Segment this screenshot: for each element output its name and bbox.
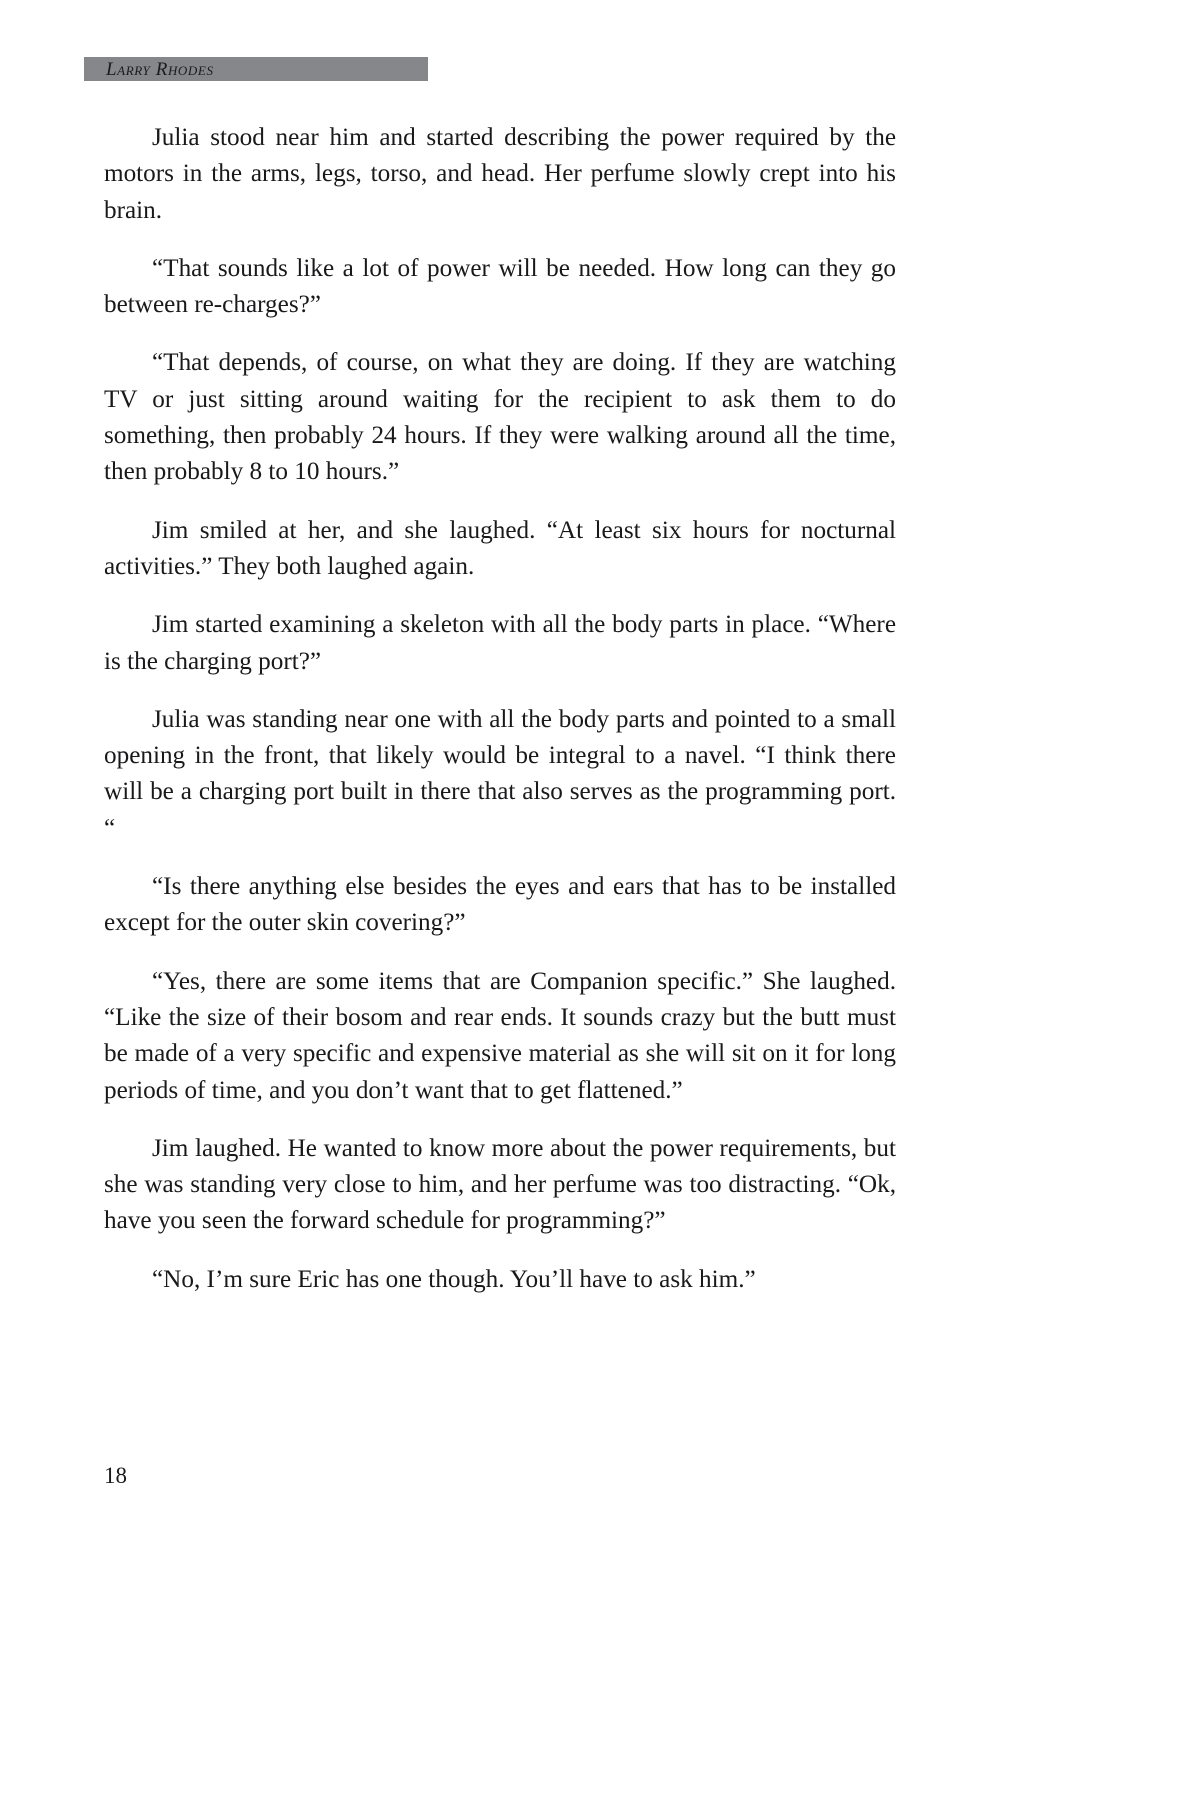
body-paragraph: “No, I’m sure Eric has one though. You’ll have to ask him.”: [152, 1265, 756, 1293]
body-paragraph: “That depends, of course, on what they are doing. If they are watching TV or just sitting around waiting for the recipient to ask them to do something, then probably 24 hours. If they were walking around all the time, then probably 8 to 10 hours.”: [104, 349, 896, 486]
body-paragraph: Jim laughed. He wanted to know more about the power requirements, but she was standing very close to him, and her perfume was too distracting. “Ok, have you seen the forward schedule for programming?”: [104, 1134, 896, 1235]
body-paragraph: Julia was standing near one with all the body parts and pointed to a small opening in the front, that likely would be integral to a navel. “I think there will be a charging port built in there that also serves as the programming port. “: [104, 705, 896, 842]
body-paragraph: Julia stood near him and started describing the power required by the motors in the arms, legs, torso, and head. Her perfume slowly crept into his brain.: [104, 124, 896, 224]
body-paragraph: Jim started examining a skeleton with all the body parts in place. “Where is the charging port?”: [104, 611, 896, 675]
page-number: 18: [104, 1463, 127, 1488]
body-paragraph: “That sounds like a lot of power will be needed. How long can they go between re-charges?”: [104, 254, 896, 319]
body-paragraph: Jim smiled at her, and she laughed. “At least six hours for nocturnal activities.” They both laughed again.: [104, 516, 896, 580]
body-paragraph: “Is there anything else besides the eyes and ears that has to be installed except for the outer skin covering?”: [104, 873, 896, 937]
body-paragraph: “Yes, there are some items that are Companion specific.” She laughed. “Like the size of their bosom and rear ends. It sounds crazy but the butt must be made of a very specific and expensive material as she will sit on it for long periods of time, and you don’t want that to get flattened.”: [104, 967, 896, 1104]
running-head-band: [84, 57, 428, 81]
body-text-block: [104, 120, 896, 1298]
running-head-title: Larry Rhodes: [106, 58, 214, 80]
